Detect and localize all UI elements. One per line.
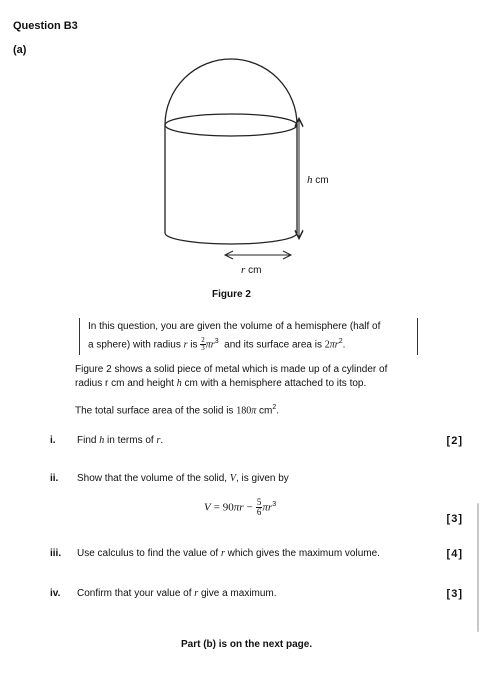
hemisphere-outline: [165, 59, 297, 125]
cylinder-bottom-arc: [165, 233, 297, 244]
q1-numeral: i.: [50, 435, 56, 446]
q4-text: Confirm that your value of r give a maximum.: [77, 588, 277, 599]
question-title: Question B3: [13, 20, 78, 32]
five-sixths-fraction: $\frac{5}{6}$: [256, 497, 262, 517]
desc-line-2: radius r cm and height h cm with a hemisphere attached to its top.: [75, 378, 367, 389]
q1-marks: [2]: [446, 435, 463, 447]
desc-line-3: The total surface area of the solid is 180π $cm^2$.: [75, 404, 280, 417]
note-line-1: In this question, you are given the volume of a hemisphere (half of: [88, 321, 381, 332]
height-label: h cm: [307, 174, 329, 186]
figure-caption: Figure 2: [212, 289, 251, 300]
q1-text: Find h in terms of r.: [77, 435, 164, 446]
vertical-scrollbar[interactable]: [477, 503, 479, 632]
q3-text: Use calculus to find the value of r which gives the maximum volume.: [77, 548, 380, 559]
q2-marks: [3]: [446, 513, 463, 525]
q2-numeral: ii.: [50, 473, 59, 484]
q3-marks: [4]: [446, 548, 463, 560]
q4-numeral: iv.: [50, 588, 61, 599]
hemisphere-note-box: [79, 318, 418, 355]
cylinder-top-ellipse: [165, 114, 297, 136]
description-paragraph: [75, 363, 387, 391]
volume-equation: V = 90πr − $\frac{5}{6}$ $\pi r^3$: [204, 497, 277, 517]
q2-text: Show that the volume of the solid, V, is given by: [77, 473, 289, 484]
desc-line-1: Figure 2 shows a solid piece of metal which is made up of a cylinder of: [75, 364, 388, 375]
part-label: (a): [13, 44, 27, 56]
next-page-note: Part (b) is on the next page.: [181, 639, 313, 650]
radius-label: r cm: [241, 264, 262, 276]
figure-2-diagram: [150, 55, 350, 280]
two-thirds-fraction: $\frac{2}{3}$: [201, 336, 205, 353]
q4-marks: [3]: [446, 588, 463, 600]
note-line-2: a sphere) with radius r is $\frac{2}{3}$ $\pi r^3$ and its surface area is $2\pi r^2$.: [88, 336, 346, 353]
height-unit: cm: [315, 175, 329, 186]
q3-numeral: iii.: [50, 548, 62, 559]
